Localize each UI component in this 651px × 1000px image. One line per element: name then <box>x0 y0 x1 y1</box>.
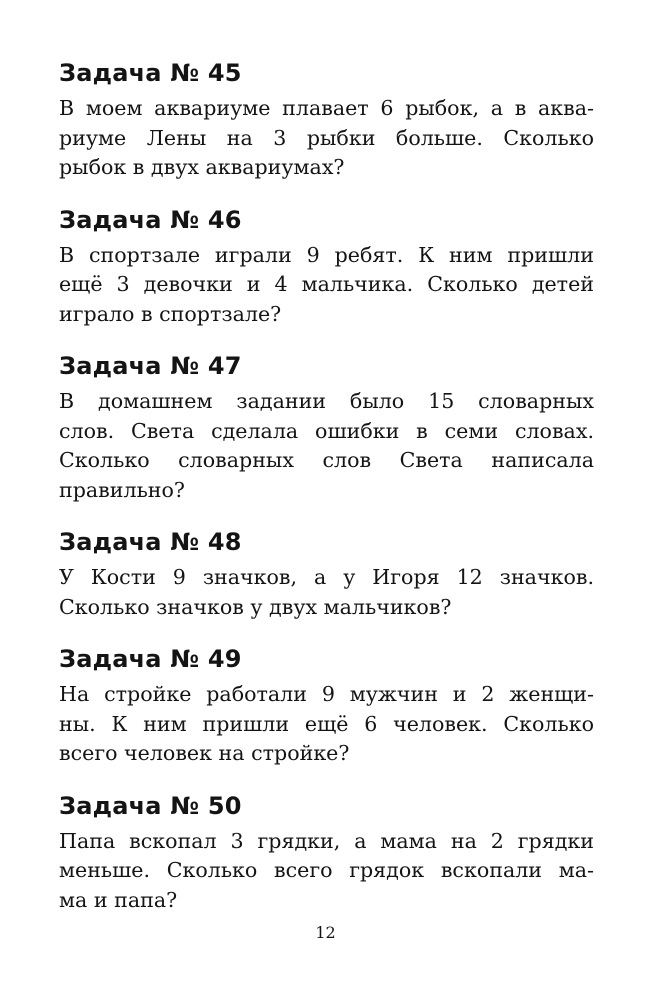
task-text-line: играло в спортзале? <box>59 301 282 326</box>
task-47 <box>59 351 594 505</box>
task-text <box>59 563 594 622</box>
task-title: Задача № 47 <box>59 352 242 380</box>
task-text-line: ны. К ним пришли ещё 6 человек. Сколько <box>59 711 594 736</box>
task-text-line: Сколько значков у двух мальчиков? <box>59 594 452 619</box>
task-48 <box>59 527 594 622</box>
task-title: Задача № 46 <box>59 205 242 234</box>
task-text-line: Сколько словарных слов Света написала <box>59 448 594 472</box>
task-text-line: всего человек на стройке? <box>59 741 350 765</box>
task-text <box>59 827 594 916</box>
task-text <box>59 680 594 769</box>
task-49 <box>59 644 594 769</box>
page-content <box>59 58 594 937</box>
task-text-line: У Кости 9 значков, а у Игоря 12 значков. <box>59 565 594 589</box>
task-text-line: В моем аквариуме плавает 6 рыбок, а в аква- <box>59 96 594 120</box>
task-text-line: Папа вскопал 3 грядки, а мама на 2 грядки <box>59 828 594 853</box>
task-text-line: ма и папа? <box>59 887 178 912</box>
task-text <box>59 387 594 505</box>
task-text-line: меньше. Сколько всего грядок вскопали ма- <box>59 858 594 882</box>
task-text <box>59 241 594 330</box>
task-45 <box>59 58 594 183</box>
task-title: Задача № 49 <box>59 645 242 673</box>
task-text-line: рыбок в двух аквариумах? <box>59 155 345 179</box>
task-title: Задача № 50 <box>59 791 242 820</box>
task-50 <box>59 791 594 916</box>
task-title: Задача № 48 <box>59 528 242 556</box>
task-title: Задача № 45 <box>59 59 242 87</box>
task-text-line: В домашнем задании было 15 словарных <box>59 389 594 413</box>
task-46 <box>59 205 594 330</box>
page-number: 12 <box>315 923 336 942</box>
task-text-line: слов. Света сделала ошибки в семи словах. <box>59 418 594 443</box>
task-text-line: правильно? <box>59 477 185 502</box>
task-text-line: ещё 3 девочки и 4 мальчика. Сколько детей <box>59 272 594 296</box>
task-text-line: На стройке работали 9 мужчин и 2 женщи- <box>59 682 594 706</box>
task-text <box>59 94 594 183</box>
task-text-line: В спортзале играли 9 ребят. К ним пришли <box>59 242 594 267</box>
task-text-line: риуме Лены на 3 рыбки больше. Сколько <box>59 125 594 150</box>
